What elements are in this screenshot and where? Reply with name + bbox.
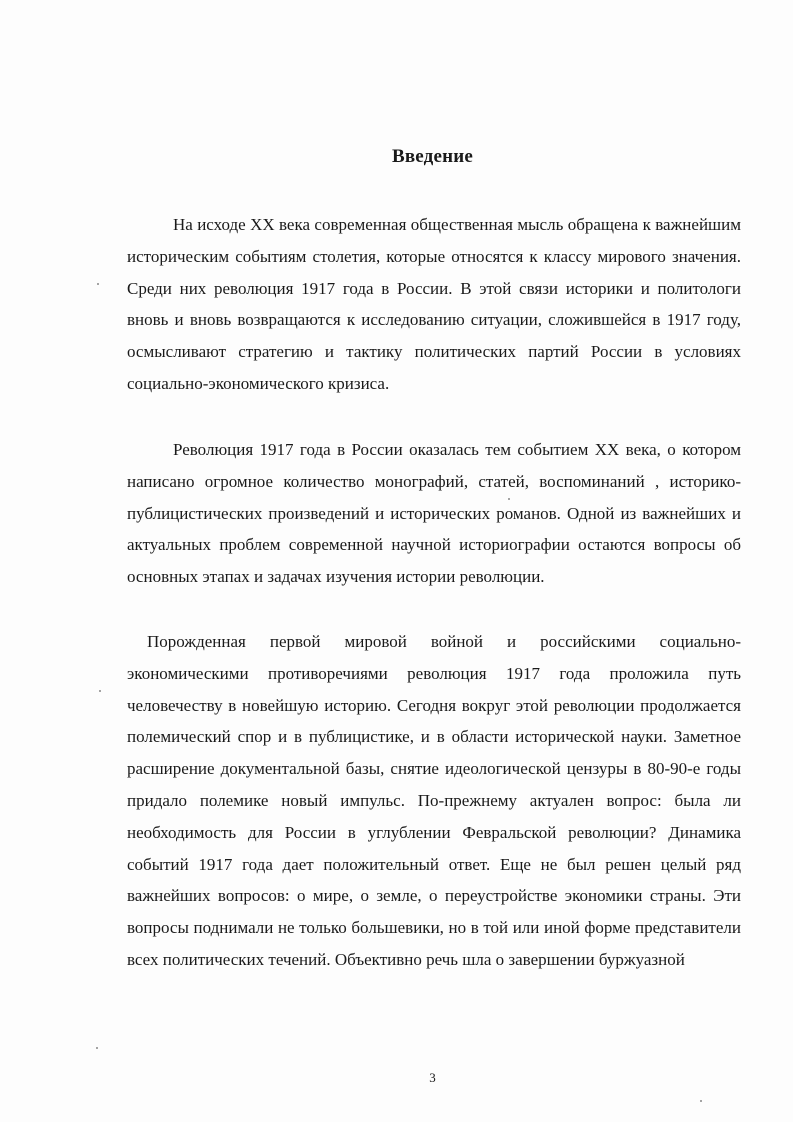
scan-speck — [700, 1100, 702, 1102]
scan-speck — [508, 498, 510, 500]
paragraph-2: Революция 1917 года в России оказалась тем событием XX века, о котором написано огромное количество монографий, статей, воспоминаний , историко-публицистических произведений и исторических романов. Одной из важнейших и актуальных проблем современной научной историографии остаются вопросы об основных этапах и задачах изучения истории революции. — [127, 440, 741, 587]
scan-speck — [99, 690, 101, 692]
paragraph-1: На исходе XX века современная общественная мысль обращена к важнейшим историческим событиям столетия, которые относятся к классу мирового значения. Среди них революция 1917 года в России. В этой связи историки и политологи вновь и вновь возвращаются к исследованию ситуации, сложившейся в 1917 году, осмысливают стратегию и тактику политических партий России в условиях социально-экономического кризиса. — [127, 215, 741, 393]
scan-speck — [97, 283, 99, 285]
page-title: Введение — [391, 146, 474, 167]
scan-speck — [96, 1047, 98, 1049]
paragraph-3: Порожденная первой мировой войной и российскими социально-экономическими противоречиями революция 1917 года проложила путь человечеству в новейшую историю. Сегодня вокруг этой революции продолжается полемический спор и в публицистике, и в области исторической науки. Заметное расширение документальной базы, снятие идеологической цензуры в 80-90-е годы придало полемике новый импульс. По-прежнему актуален вопрос: была ли необходимость для России в углублении Февральской революции? Динамика событий 1917 года дает положительный ответ. Еще не был решен целый ряд важнейших вопросов: о мире, о земле, о переустройстве экономики страны. Эти вопросы поднимали не только большевики, но в той или иной форме представители всех политических течений. Объективно речь шла о завершении буржуазной — [127, 632, 741, 969]
page-number: 3 — [429, 1070, 436, 1085]
